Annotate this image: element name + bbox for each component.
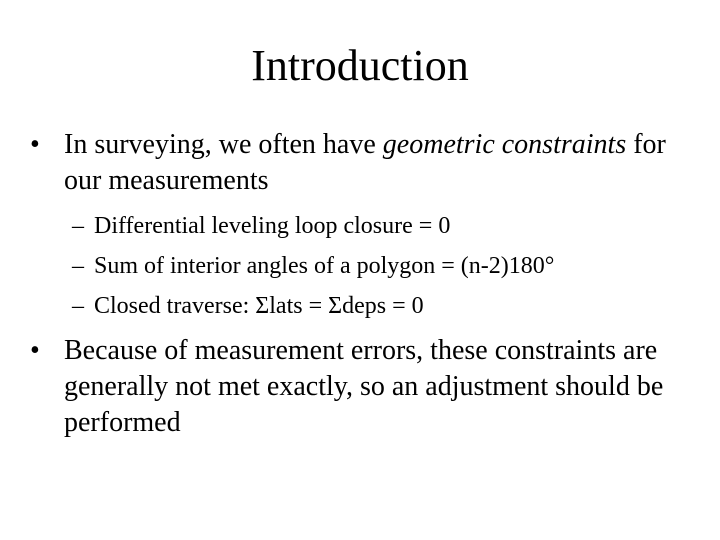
bullet-text-end: for our measurements [64,129,666,196]
subitem-marker: – [72,213,84,239]
bullet-text-emphasis: geometric constraints [382,129,627,160]
subitem-text: Closed traverse: Σlats = Σdeps = 0 [94,293,424,319]
bullet-marker: • [30,129,40,160]
subitem-marker: – [72,253,84,279]
bullet-marker: • [30,335,40,366]
subitem-interior-angles [72,252,702,280]
bullet-text-start: In surveying, we often have [64,129,383,160]
bullet-item-measurement-errors [30,333,690,441]
bullet-text: Because of measurement errors, these constraints are generally not met exactly, so an adjustment should be performed [64,335,664,438]
bullet-item-geometric-constraints [30,127,690,199]
subitem-leveling-loop [72,212,702,240]
bullet-text [64,127,690,199]
subitem-text: Sum of interior angles of a polygon = (n-2)180° [94,253,555,279]
subitem-closed-traverse [72,292,702,320]
subitem-text: Differential leveling loop closure = 0 [94,213,451,239]
subitem-marker: – [72,293,84,319]
slide-title: Introduction [251,41,469,90]
